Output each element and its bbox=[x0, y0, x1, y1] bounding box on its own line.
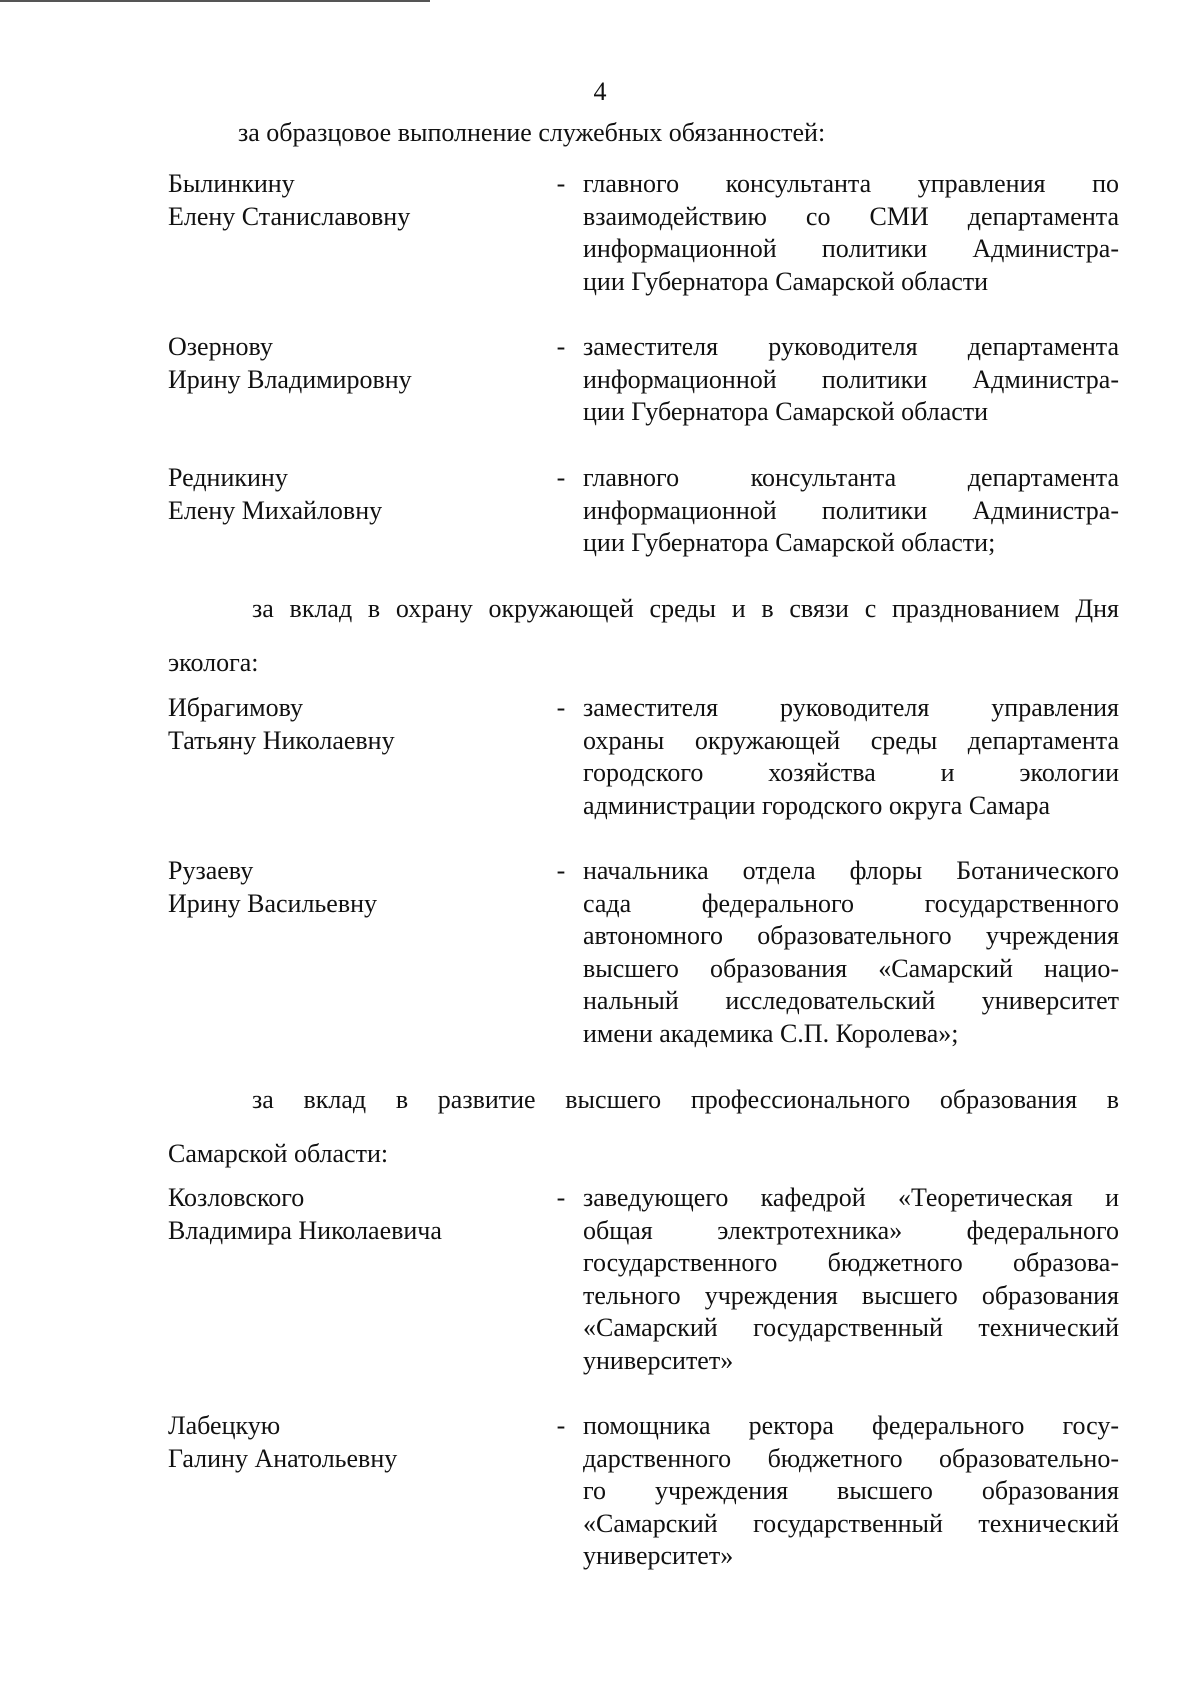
entry-dash: - bbox=[556, 1183, 566, 1212]
position-line: заведующего кафедрой «Теоретическая и bbox=[583, 1183, 1119, 1212]
entry-dash: - bbox=[556, 332, 566, 361]
scan-edge-line bbox=[0, 0, 430, 2]
person-surname: Козловского bbox=[168, 1183, 305, 1212]
person-name bbox=[168, 855, 548, 920]
entry-dash: - bbox=[556, 693, 566, 722]
person-surname: Ибрагимову bbox=[168, 693, 303, 722]
person-given-names: Галину Анатольевну bbox=[168, 1443, 398, 1473]
position-line: «Самарский государственный технический bbox=[583, 1313, 1119, 1343]
position-line: общая электротехника» федерального bbox=[583, 1215, 1119, 1245]
person-surname: Былинкину bbox=[168, 169, 295, 198]
section-heading-line: за образцовое выполнение служебных обязанностей: bbox=[238, 118, 826, 147]
person-position bbox=[583, 462, 1119, 560]
person-position bbox=[583, 1182, 1119, 1378]
position-line: главного консультанта департамента bbox=[583, 463, 1119, 492]
position-line: заместителя руководителя управления bbox=[583, 693, 1119, 722]
person-position bbox=[583, 331, 1119, 429]
position-line: высшего образования «Самарский нацио- bbox=[583, 953, 1119, 983]
section-heading-line: за вклад в развитие высшего профессионального образования в bbox=[252, 1085, 1119, 1114]
position-line: государственного бюджетного образова- bbox=[583, 1248, 1119, 1278]
entry-dash: - bbox=[556, 463, 566, 492]
person-name bbox=[168, 692, 548, 757]
person-given-names: Татьяну Николаевну bbox=[168, 725, 395, 755]
person-given-names: Ирину Васильевну bbox=[168, 888, 378, 918]
position-line: администрации городского округа Самара bbox=[583, 790, 1051, 820]
person-name bbox=[168, 168, 548, 233]
position-line: информационной политики Администра- bbox=[583, 234, 1119, 264]
person-position bbox=[583, 855, 1119, 1051]
person-name bbox=[168, 331, 548, 396]
position-line: университет» bbox=[583, 1345, 734, 1375]
person-surname: Лабецкую bbox=[168, 1411, 281, 1440]
entry-dash: - bbox=[556, 1411, 566, 1440]
entry-dash: - bbox=[556, 169, 566, 198]
page-number: 4 bbox=[593, 77, 607, 106]
position-line: главного консультанта управления по bbox=[583, 169, 1119, 198]
position-line: тельного учреждения высшего образования bbox=[583, 1280, 1119, 1310]
position-line: имени академика С.П. Королева»; bbox=[583, 1018, 959, 1048]
position-line: начальника отдела флоры Ботанического bbox=[583, 856, 1119, 885]
section-heading-3 bbox=[168, 1083, 1119, 1171]
position-line: ции Губернатора Самарской области; bbox=[583, 528, 996, 558]
section-heading-1 bbox=[168, 116, 1119, 150]
person-position bbox=[583, 1410, 1119, 1573]
person-given-names: Елену Станиславовну bbox=[168, 201, 411, 231]
position-line: сада федерального государственного bbox=[583, 888, 1119, 918]
position-line: информационной политики Администра- bbox=[583, 495, 1119, 525]
position-line: взаимодействию со СМИ департамента bbox=[583, 201, 1119, 231]
person-given-names: Ирину Владимировну bbox=[168, 364, 412, 394]
position-line: нальный исследовательский университет bbox=[583, 986, 1119, 1016]
person-name bbox=[168, 1410, 548, 1475]
person-surname: Редникину bbox=[168, 463, 288, 492]
person-name bbox=[168, 1182, 548, 1247]
position-line: ции Губернатора Самарской области bbox=[583, 397, 989, 427]
position-line: автономного образовательного учреждения bbox=[583, 921, 1119, 951]
position-line: информационной политики Администра- bbox=[583, 364, 1119, 394]
section-heading-line: эколога: bbox=[168, 648, 259, 677]
position-line: охраны окружающей среды департамента bbox=[583, 725, 1119, 755]
section-heading-line: за вклад в охрану окружающей среды и в связи с празднованием Дня bbox=[252, 594, 1119, 623]
position-line: университет» bbox=[583, 1541, 734, 1571]
person-given-names: Елену Михайловну bbox=[168, 495, 383, 525]
position-line: заместителя руководителя департамента bbox=[583, 332, 1119, 361]
person-surname: Рузаеву bbox=[168, 856, 254, 885]
position-line: «Самарский государственный технический bbox=[583, 1508, 1119, 1538]
entry-dash: - bbox=[556, 856, 566, 885]
position-line: городского хозяйства и экологии bbox=[583, 758, 1119, 788]
position-line: ции Губернатора Самарской области bbox=[583, 266, 989, 296]
person-position bbox=[583, 168, 1119, 298]
position-line: дарственного бюджетного образовательно- bbox=[583, 1443, 1119, 1473]
person-given-names: Владимира Николаевича bbox=[168, 1215, 442, 1245]
section-heading-line: Самарской области: bbox=[168, 1139, 389, 1168]
position-line: помощника ректора федерального госу- bbox=[583, 1411, 1119, 1440]
person-name bbox=[168, 462, 548, 527]
person-surname: Озернову bbox=[168, 332, 273, 361]
section-heading-2 bbox=[168, 592, 1119, 680]
position-line: го учреждения высшего образования bbox=[583, 1476, 1119, 1506]
person-position bbox=[583, 692, 1119, 822]
